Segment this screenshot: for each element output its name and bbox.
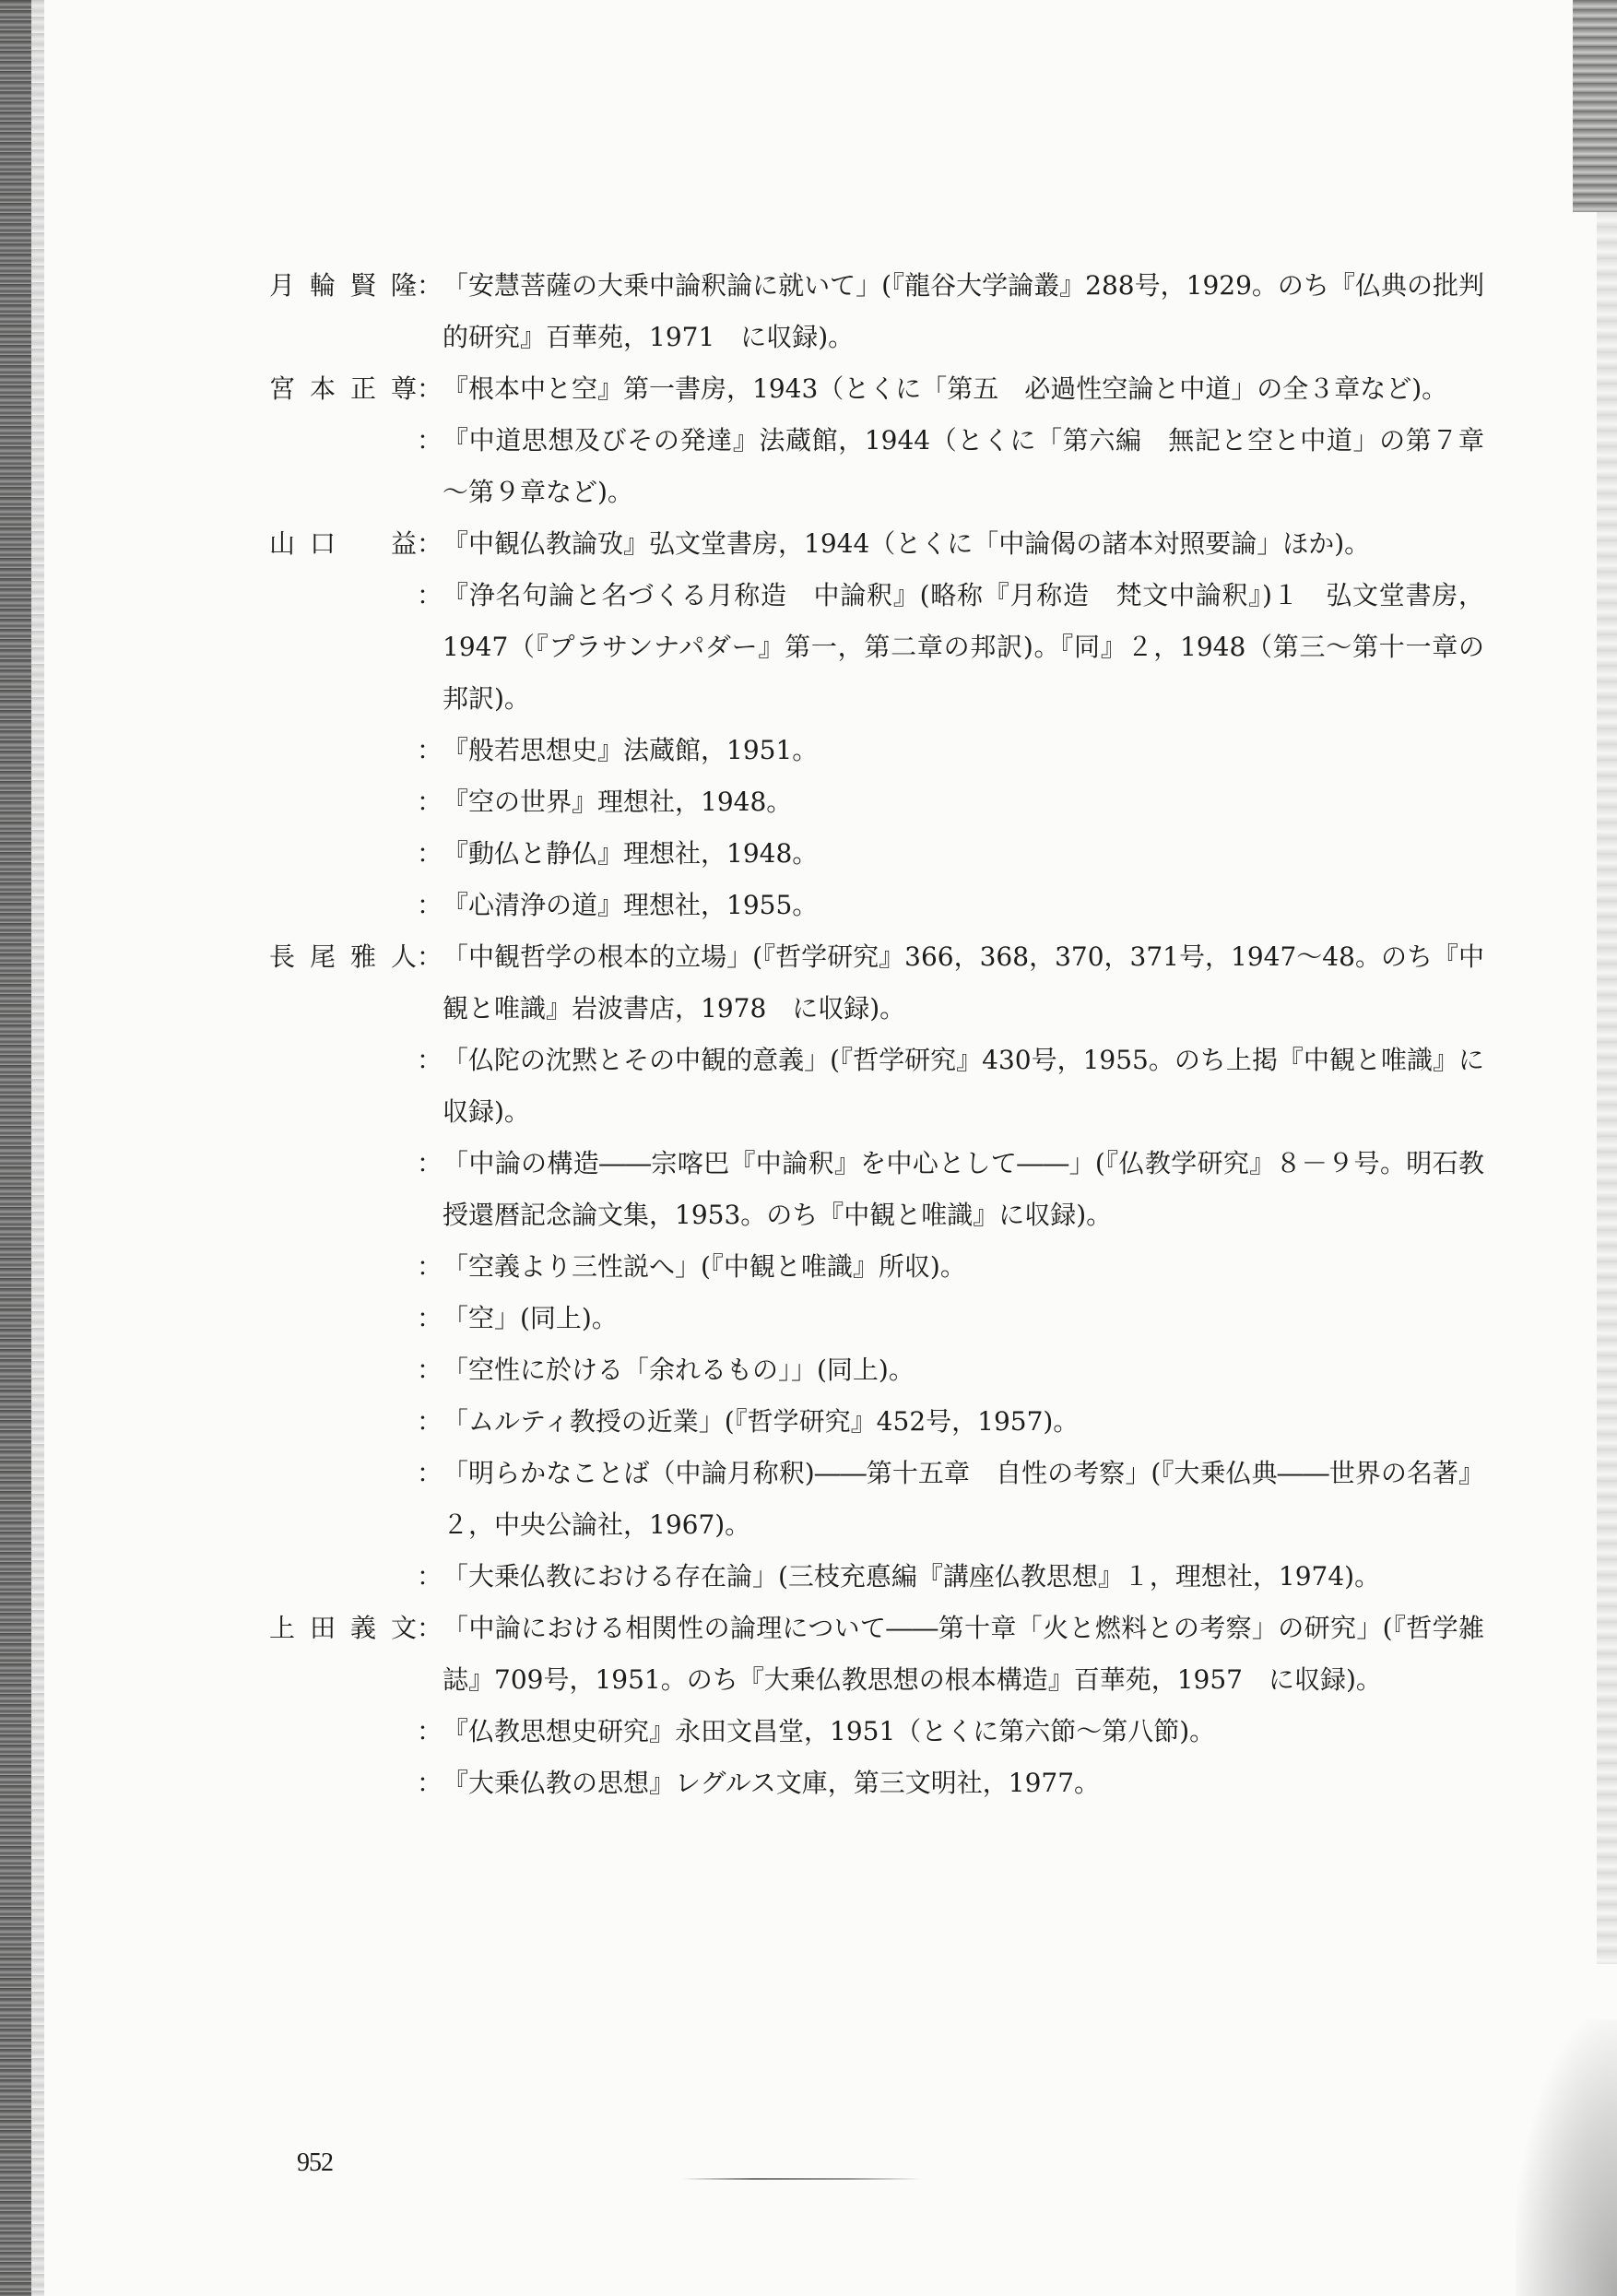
- work-citation: 「中観哲学の根本的立場」(『哲学研究』366，368，370，371号，1947～48。のち『中観と唯識』岩波書店，1978 に収録)。: [443, 941, 1484, 1024]
- scan-edge-right-bottom: [1516, 2019, 1617, 2296]
- work-citation: 「中論の構造――宗喀巴『中論釈』を中心として――」(『仏教学研究』８－９号。明石教授還暦記念論文集，1953。のち『中観と唯識』に収録)。: [443, 1148, 1484, 1230]
- work-citation: 「ムルティ教授の近業」(『哲学研究』452号，1957)。: [443, 1406, 1080, 1437]
- work-citation: 『中道思想及びその発達』法蔵館，1944（とくに「第六編 無記と空と中道」の第７章～第９章など)。: [443, 425, 1484, 507]
- bibliography-row: [269, 260, 1486, 363]
- colon-separator: ：: [417, 1355, 443, 1385]
- scan-edge-left-inner: [31, 0, 44, 2296]
- bibliography-row: [269, 1706, 1486, 1758]
- bibliography-row: [269, 1293, 1486, 1344]
- bibliography-row: [269, 1344, 1486, 1396]
- author-entry: [269, 518, 1486, 931]
- work-citation: 「安慧菩薩の大乗中論釈論に就いて」(『龍谷大学論叢』288号，1929。のち『仏典の批判的研究』百華苑，1971 に収録)。: [443, 270, 1484, 352]
- author-entry: [269, 363, 1486, 518]
- work-citation: 『般若思想史』法蔵館，1951。: [443, 735, 819, 765]
- bibliography-list: [269, 260, 1486, 1809]
- bibliography-row: [269, 828, 1486, 880]
- scan-edge-right-top: [1573, 0, 1617, 212]
- work-citation: 「大乗仏教における存在論」(三枝充悳編『講座仏教思想』１，理想社，1974)。: [443, 1561, 1381, 1592]
- bibliography-row: [269, 1448, 1486, 1551]
- work-citation: 「空義より三性説へ」(『中観と唯識』所収)。: [443, 1251, 966, 1282]
- work-citation: 『空の世界』理想社，1948。: [443, 787, 793, 817]
- colon-separator: ：: [417, 270, 443, 301]
- bibliography-row: [269, 570, 1486, 725]
- bibliography-row: [269, 1551, 1486, 1603]
- work-citation: 『中観仏教論攷』弘文堂書房，1944（とくに「中論偈の諸本対照要論」ほか)。: [443, 528, 1371, 559]
- colon-separator: ：: [417, 1251, 443, 1282]
- scan-smudge: [682, 2178, 922, 2180]
- bibliography-row: [269, 931, 1486, 1035]
- author-name: 長尾雅人: [269, 941, 417, 972]
- work-citation: 『大乗仏教の思想』レグルス文庫，第三文明社，1977。: [443, 1768, 1101, 1798]
- colon-separator: ：: [417, 1045, 443, 1075]
- work-citation: 『仏教思想史研究』永田文昌堂，1951（とくに第六節～第八節)。: [443, 1716, 1216, 1746]
- colon-separator: ：: [417, 1303, 443, 1333]
- bibliography-row: [269, 776, 1486, 828]
- work-citation: 『根本中と空』第一書房，1943（とくに「第五 必過性空論と中道」の全３章など)。: [443, 373, 1448, 404]
- work-citation: 『心清浄の道』理想社，1955。: [443, 890, 819, 920]
- colon-separator: ：: [417, 425, 443, 456]
- colon-separator: ：: [417, 1613, 443, 1643]
- bibliography-row: [269, 363, 1486, 415]
- colon-separator: ：: [417, 580, 443, 610]
- colon-separator: ：: [417, 1406, 443, 1437]
- colon-separator: ：: [417, 1458, 443, 1488]
- colon-separator: ：: [417, 1561, 443, 1592]
- bibliography-row: [269, 518, 1486, 570]
- scan-edge-right: [1597, 212, 1617, 1964]
- work-citation: 「明らかなことば（中論月称釈)――第十五章 自性の考察」(『大乗仏典――世界の名著』２，中央公論社，1967)。: [443, 1458, 1484, 1540]
- author-name: 上田義文: [269, 1613, 417, 1643]
- work-citation: 「仏陀の沈黙とその中観的意義」(『哲学研究』430号，1955。のち上掲『中観と唯識』に収録)。: [443, 1045, 1484, 1127]
- colon-separator: ：: [417, 890, 443, 920]
- colon-separator: ：: [417, 528, 443, 559]
- page-number: 952: [297, 2148, 333, 2177]
- bibliography-row: [269, 1035, 1486, 1138]
- author-name: 月輪賢隆: [269, 270, 417, 301]
- colon-separator: ：: [417, 373, 443, 404]
- author-entry: [269, 260, 1486, 363]
- bibliography-row: [269, 1758, 1486, 1809]
- colon-separator: ：: [417, 838, 443, 869]
- bibliography-row: [269, 1241, 1486, 1293]
- colon-separator: ：: [417, 1148, 443, 1178]
- colon-separator: ：: [417, 1716, 443, 1746]
- author-name: 宮本正尊: [269, 373, 417, 404]
- bibliography-row: [269, 880, 1486, 931]
- work-citation: 『動仏と静仏』理想社，1948。: [443, 838, 819, 869]
- bibliography-row: [269, 415, 1486, 518]
- bibliography-row: [269, 1396, 1486, 1448]
- bibliography-row: [269, 725, 1486, 776]
- author-name: 山口 益: [269, 528, 417, 559]
- work-citation: 「空性に於ける「余れるもの」」(同上)。: [443, 1355, 915, 1385]
- work-citation: 「中論における相関性の論理について――第十章「火と燃料との考察」の研究」(『哲学雑誌』709号，1951。のち『大乗仏教思想の根本構造』百華苑，1957 に収録)。: [443, 1613, 1484, 1695]
- author-entry: [269, 931, 1486, 1603]
- colon-separator: ：: [417, 941, 443, 972]
- colon-separator: ：: [417, 1768, 443, 1798]
- author-entry: [269, 1603, 1486, 1809]
- colon-separator: ：: [417, 787, 443, 817]
- work-citation: 「空」(同上)。: [443, 1303, 618, 1333]
- scan-edge-left: [0, 0, 31, 2296]
- bibliography-row: [269, 1138, 1486, 1241]
- bibliography-row: [269, 1603, 1486, 1706]
- colon-separator: ：: [417, 735, 443, 765]
- work-citation: 『浄名句論と名づくる月称造 中論釈』(略称『月称造 梵文中論釈』)１ 弘文堂書房，1947（『プラサンナパダー』第一，第二章の邦訳)。『同』２，1948（第三～第十一章の邦訳)。: [443, 580, 1484, 714]
